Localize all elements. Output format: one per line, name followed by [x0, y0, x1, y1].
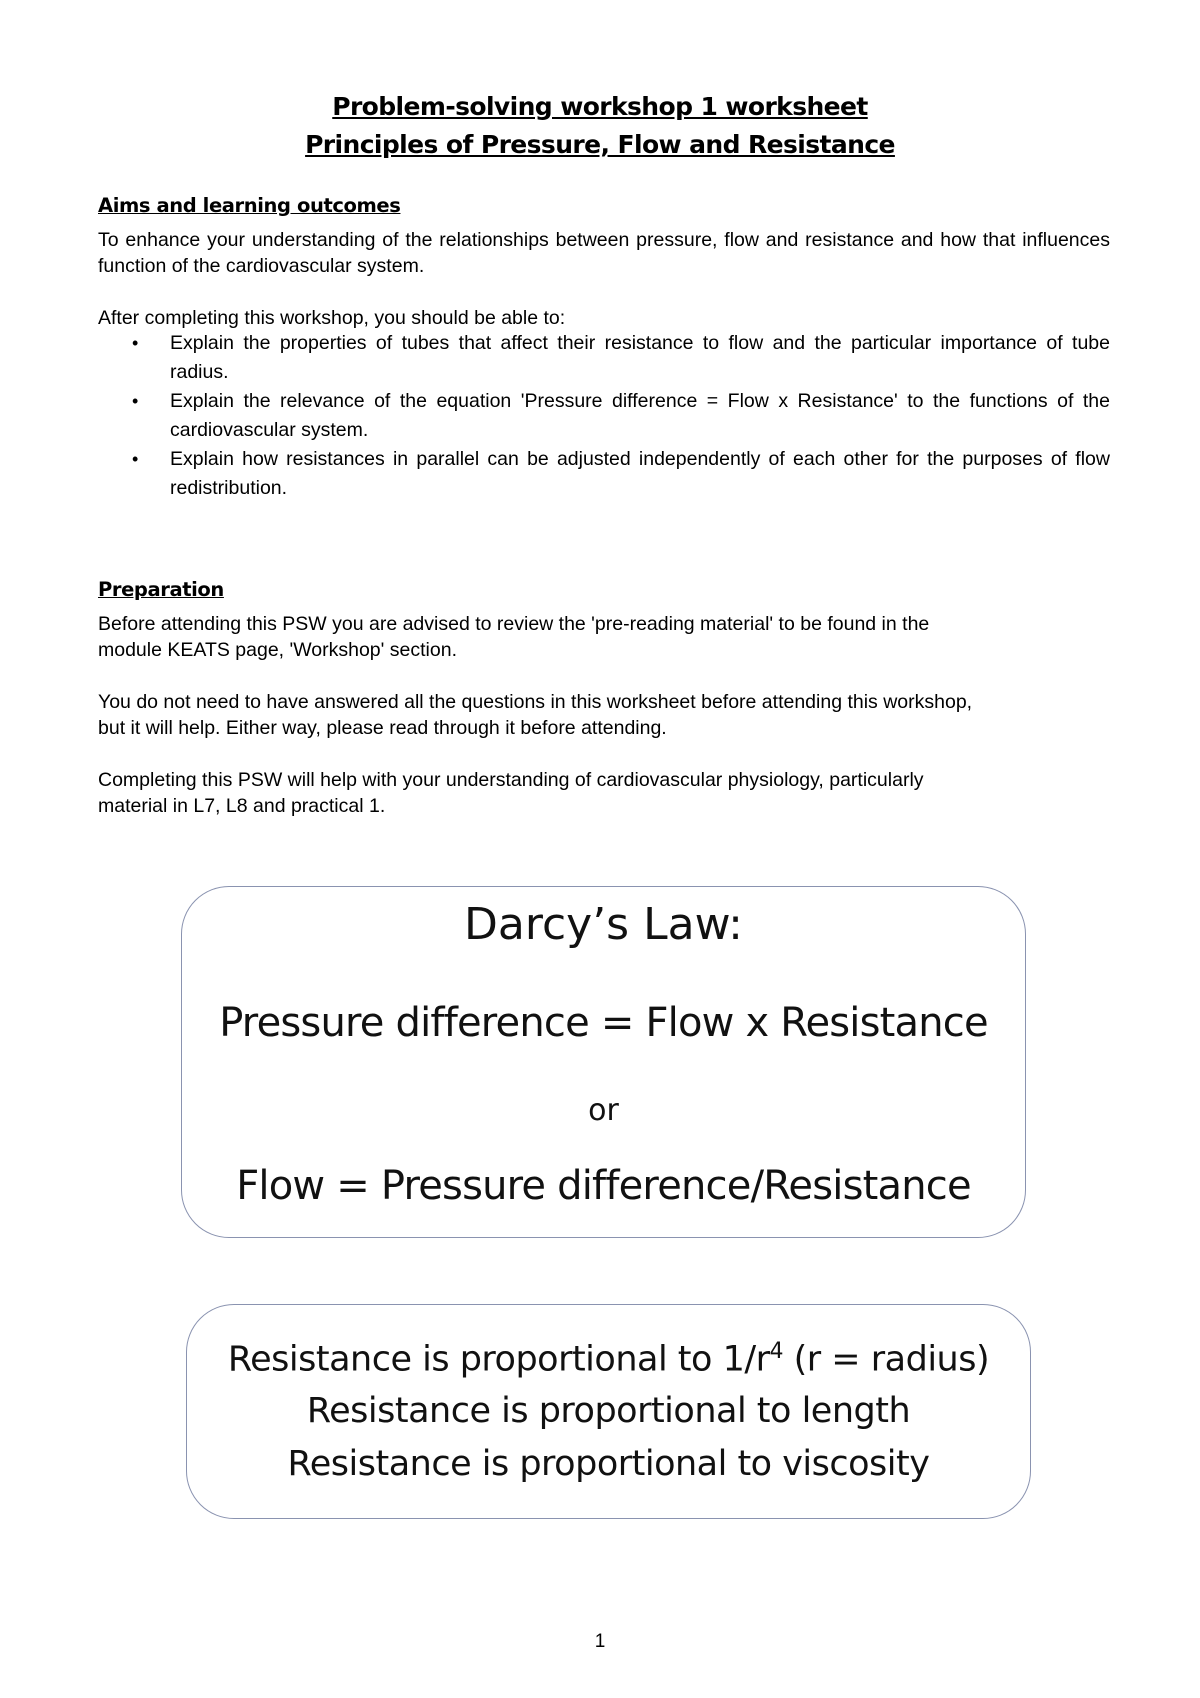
list-item [98, 329, 1110, 387]
text-line: but it will help. Either way, please read through it before attending. [98, 717, 667, 739]
darcys-law-title: Darcy’s Law: [464, 899, 743, 950]
aims-intro: To enhance your understanding of the relationships between pressure, flow and resistance and how that influences function of the cardiovascular system. [98, 229, 1110, 277]
aims-lead: After completing this workshop, you should be able to: [98, 307, 566, 329]
page-title: Problem-solving workshop 1 worksheet [332, 92, 868, 121]
resistance-radius-suffix: (r = radius) [783, 1339, 990, 1380]
text-line: module KEATS page, 'Workshop' section. [98, 639, 457, 661]
radius-exponent: 4 [769, 1339, 784, 1364]
text-line: Before attending this PSW you are advised to review the 'pre-reading material' to be found in the [98, 613, 930, 635]
page-number: 1 [594, 1631, 606, 1652]
resistance-radius-line [187, 1339, 1030, 1380]
darcys-law-box [181, 886, 1026, 1238]
aims-heading: Aims and learning outcomes [98, 194, 401, 217]
outcome-text: Explain how resistances in parallel can be adjusted independently of each other for the purposes of flow redistribution. [170, 448, 1110, 499]
darcy-equation-2: Flow = Pressure difference/Resistance [236, 1163, 971, 1209]
text-line: You do not need to have answered all the questions in this worksheet before attending this workshop, [98, 691, 973, 713]
preparation-paragraph-2 [98, 689, 1110, 741]
resistance-length-line: Resistance is proportional to length [306, 1391, 911, 1431]
darcy-equation-1: Pressure difference = Flow x Resistance [219, 1000, 988, 1046]
resistance-box [186, 1304, 1031, 1519]
bullet-icon: • [132, 449, 139, 469]
text-line: Completing this PSW will help with your understanding of cardiovascular physiology, particularly [98, 769, 924, 791]
outcome-text: Explain the relevance of the equation 'Pressure difference = Flow x Resistance' to the functions of the cardiovascular system. [170, 390, 1110, 441]
page-subtitle: Principles of Pressure, Flow and Resistance [305, 130, 895, 159]
preparation-paragraph-3 [98, 767, 1110, 819]
resistance-viscosity-line: Resistance is proportional to viscosity [287, 1444, 930, 1484]
resistance-radius-prefix: Resistance is proportional to 1/r [227, 1339, 770, 1380]
preparation-heading: Preparation [98, 578, 224, 601]
bullet-icon: • [132, 333, 139, 353]
text-line: material in L7, L8 and practical 1. [98, 795, 386, 817]
list-item [98, 387, 1110, 445]
darcy-or: or [588, 1093, 619, 1128]
list-item [98, 445, 1110, 503]
learning-outcomes-list [98, 329, 1110, 503]
preparation-paragraph-1 [98, 611, 1110, 663]
outcome-text: Explain the properties of tubes that affect their resistance to flow and the particular importance of tube radius. [170, 332, 1110, 383]
bullet-icon: • [132, 391, 139, 411]
